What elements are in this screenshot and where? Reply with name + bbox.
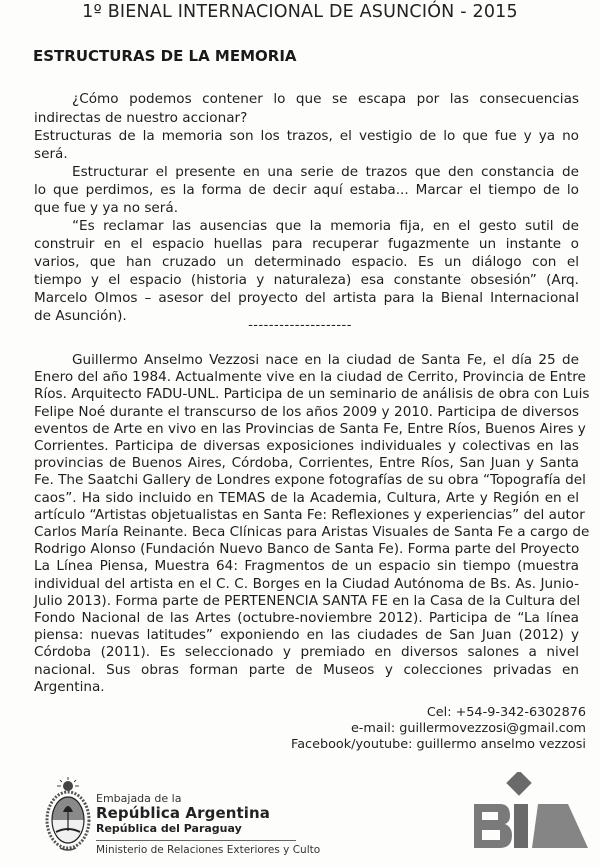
text-line: Felipe Noé durante el transcurso de los años 2009 y 2010. Participa de diversos (34, 403, 579, 420)
text-line: de Asunción). (34, 308, 127, 324)
embassy-block (44, 776, 324, 862)
argentina-coat-of-arms-icon (44, 776, 92, 856)
text-line: indirectas de nuestro accionar? (34, 110, 248, 126)
text-line: individual del artista en el C. C. Borges en la Ciudad Autónoma de Bs. As. Junio- (34, 575, 579, 592)
text-line: construir en el espacio huellas para recuperar fugazmente un instante o (34, 236, 579, 252)
embassy-divider (96, 840, 296, 841)
text-line: Estructuras de la memoria son los trazos, el vestigio de lo que fue y ya no (34, 128, 579, 144)
embassy-text (96, 792, 336, 857)
contact-email[interactable]: e-mail: guillermovezzosi@gmail.com (350, 721, 586, 736)
embassy-line-2: República Argentina (96, 804, 271, 822)
text-line: Argentina. (34, 678, 105, 695)
text-line: Córdoba (2011). Es seleccionado y premiado en diversos salones a nivel (34, 644, 579, 661)
text-line: ¿Cómo podemos contener lo que se escapa por las consecuencias (72, 91, 579, 107)
bia-logo-icon (470, 772, 590, 858)
text-line: Carlos María Reinante. Beca Clínicas para Aristas Visuales de Santa Fe a cargo de (34, 524, 590, 540)
section-divider: -------------------- (248, 318, 352, 333)
text-line: varios, que han cruzado un determinado espacio. Es un diálogo con el (34, 254, 579, 270)
text-line: caos”. Ha sido incluido en TEMAS de la Academia, Cultura, Arte y Región en el (34, 489, 579, 506)
embassy-line-3: República del Paraguay (96, 822, 242, 835)
text-line: tiempo y el espacio (historia y naturaleza) esa constante obsesión” (Arq. (34, 272, 579, 288)
text-line: nacional. Sus obras forman parte de Museos y colecciones privadas en (34, 661, 579, 678)
text-line: La Línea Piensa, Muestra 64: Fragmentos de un espacio sin tiempo (muestra (34, 558, 579, 575)
text-line: eventos de Arte en vivo en las Provincias de Santa Fe, Entre Ríos, Buenos Aires y (34, 420, 586, 437)
text-line: Fe. The Saatchi Gallery de Londres expone fotografías de su obra “Topografía del (34, 472, 586, 489)
contact-cel: Cel: +54-9-342-6302876 (426, 705, 586, 720)
text-line: que fue y ya no será. (34, 200, 179, 216)
text-line: Julio 2013). Forma parte de PERTENENCIA SANTA FE en la Casa de la Cultura del (34, 592, 581, 609)
text-line: Enero del año 1984. Actualmente vive en la ciudad de Cerrito, Provincia de Entre (34, 369, 586, 386)
text-line: Rodrigo Alonso (Fundación Nuevo Banco de Santa Fe). Forma parte del Proyecto (34, 541, 580, 558)
text-line: Corrientes. Participa de diversas exposiciones individuales y colectivas en las (34, 438, 579, 454)
embassy-line-4: Ministerio de Relaciones Exteriores y Culto (96, 844, 321, 856)
contact-social: Facebook/youtube: guillermo anselmo vezzosi (291, 737, 586, 752)
text-line: piensa: nuevas latitudes” exponiendo en las ciudades de San Juan (2012) y (34, 627, 579, 644)
text-line: Marcelo Olmos – asesor del proyecto del artista para la Bienal Internacional (34, 290, 579, 306)
embassy-line-1: Embajada de la (96, 792, 182, 805)
text-line: artículo “Artistas objetualistas en Santa Fe: Reflexiones y experiencias” del autor (34, 506, 585, 523)
text-line: “Es reclamar las ausencias que la memoria fija, en el gesto sutil de (72, 218, 579, 234)
text-line: Ríos. Arquitecto FADU-UNL. Participa de un seminario de análisis de obra con Luis (34, 386, 590, 403)
page-title: 1º BIENAL INTERNACIONAL DE ASUNCIÓN - 2015 (82, 2, 518, 22)
text-line: lo que perdimos, es la forma de decir aquí estaba... Marcar el tiempo de lo (34, 182, 579, 198)
section-title: ESTRUCTURAS DE LA MEMORIA (33, 47, 297, 65)
text-line: será. (34, 146, 68, 162)
text-line: provincias de Buenos Aires, Córdoba, Corrientes, Entre Ríos, San Juan y Santa (34, 455, 579, 472)
text-line: Guillermo Anselmo Vezzosi nace en la ciudad de Santa Fe, el día 25 de (72, 352, 579, 368)
text-line: Estructurar el presente en una serie de trazos que den constancia de (72, 164, 579, 180)
text-line: Fondo Nacional de las Artes (octubre-noviembre 2012). Participa de “La línea (34, 610, 579, 626)
